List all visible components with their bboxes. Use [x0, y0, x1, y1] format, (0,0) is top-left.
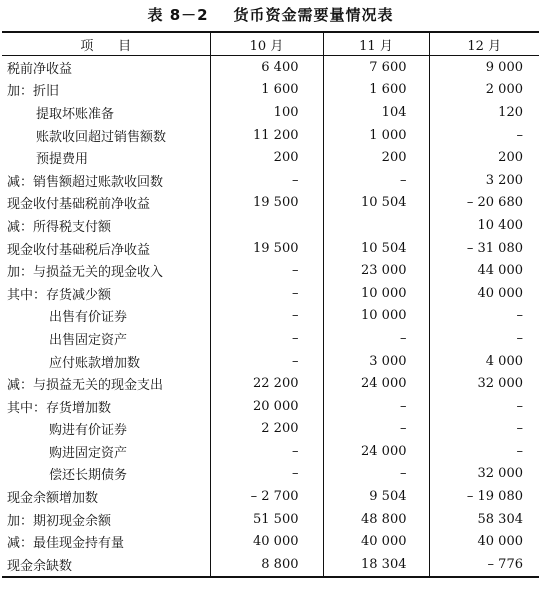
row-label: 账款收回超过销售额数: [36, 129, 167, 145]
cell-december: 120: [429, 101, 539, 124]
table-row: [2, 282, 539, 305]
cell-december: – 776: [429, 553, 539, 577]
row-label: 税前净收益: [7, 61, 73, 77]
cell-november: –: [323, 463, 429, 486]
row-label: 减：与损益无关的现金支出: [7, 378, 164, 394]
cell-november: 40 000: [323, 530, 429, 553]
table-body: [2, 56, 539, 577]
cell-november: 24 000: [323, 440, 429, 463]
cell-december: 44 000: [429, 259, 539, 282]
row-label: 出售固定资产: [49, 332, 128, 348]
table-row: [2, 530, 539, 553]
cell-november: –: [323, 418, 429, 441]
cell-october: –: [210, 259, 323, 282]
cell-december: – 31 080: [429, 237, 539, 260]
cell-december: – 19 080: [429, 485, 539, 508]
table-row: [2, 214, 539, 237]
row-label: 加：与损益无关的现金收入: [7, 265, 164, 281]
cell-november: 3 000: [323, 350, 429, 373]
cell-december: 32 000: [429, 463, 539, 486]
cell-november: 104: [323, 101, 429, 124]
cell-october: –: [210, 327, 323, 350]
table-row: [2, 485, 539, 508]
cell-october: –: [210, 463, 323, 486]
cell-december: 200: [429, 146, 539, 169]
row-label: 现金收付基础税后净收益: [7, 242, 151, 258]
cell-november: 1 600: [323, 79, 429, 102]
cell-november: –: [323, 327, 429, 350]
row-label: 提取坏账准备: [36, 106, 115, 122]
table-row: [2, 79, 539, 102]
cell-december: 10 400: [429, 214, 539, 237]
cell-november: 1 000: [323, 124, 429, 147]
table-header-row: [2, 32, 539, 56]
table-row: [2, 237, 539, 260]
cell-october: –: [210, 282, 323, 305]
table-row: [2, 259, 539, 282]
table-row: [2, 56, 539, 79]
row-label: 加：折旧: [7, 84, 60, 100]
cell-october: 51 500: [210, 508, 323, 531]
cell-october: 22 200: [210, 372, 323, 395]
cell-december: 2 000: [429, 79, 539, 102]
cell-november: 10 000: [323, 305, 429, 328]
cell-october: 8 800: [210, 553, 323, 577]
cell-december: –: [429, 327, 539, 350]
table-row: [2, 101, 539, 124]
cell-october: 11 200: [210, 124, 323, 147]
cell-november: 200: [323, 146, 429, 169]
cell-october: 19 500: [210, 192, 323, 215]
table-title: 表 8－2 货币资金需要量情况表: [147, 6, 394, 24]
table-row: [2, 350, 539, 373]
cell-october: [210, 214, 323, 237]
row-label: 出售有价证券: [49, 310, 128, 326]
cell-november: 10 504: [323, 237, 429, 260]
row-label: 购进固定资产: [49, 445, 128, 461]
row-label: 应付账款增加数: [49, 355, 141, 371]
cell-october: –: [210, 350, 323, 373]
row-label: 其中：存货减少额: [7, 287, 112, 303]
cell-october: 200: [210, 146, 323, 169]
row-label: 减：最佳现金持有量: [7, 536, 125, 552]
cell-november: 10 504: [323, 192, 429, 215]
row-label: 现金收付基础税前净收益: [7, 197, 151, 213]
cell-november: 18 304: [323, 553, 429, 577]
cell-october: 2 200: [210, 418, 323, 441]
row-label: 减：所得税支付额: [7, 219, 112, 235]
cell-december: 4 000: [429, 350, 539, 373]
table-row: [2, 508, 539, 531]
row-label: 现金余额增加数: [7, 491, 99, 507]
cell-december: –: [429, 418, 539, 441]
cell-december: 9 000: [429, 56, 539, 79]
row-label: 预提费用: [36, 152, 89, 168]
cell-december: 3 200: [429, 169, 539, 192]
cell-december: – 20 680: [429, 192, 539, 215]
cell-october: 19 500: [210, 237, 323, 260]
cell-december: 40 000: [429, 282, 539, 305]
cell-november: –: [323, 169, 429, 192]
cell-december: 32 000: [429, 372, 539, 395]
cell-november: 23 000: [323, 259, 429, 282]
table-row: [2, 395, 539, 418]
row-label: 购进有价证券: [49, 423, 128, 439]
header-november: 11 月: [323, 32, 429, 56]
header-december: 12 月: [429, 32, 539, 56]
table-row: [2, 418, 539, 441]
cell-december: –: [429, 440, 539, 463]
table-row: [2, 553, 539, 577]
row-label: 减：销售额超过账款收回数: [7, 174, 164, 190]
cell-november: 24 000: [323, 372, 429, 395]
table-row: [2, 305, 539, 328]
header-october: 10 月: [210, 32, 323, 56]
cell-november: [323, 214, 429, 237]
cell-december: 40 000: [429, 530, 539, 553]
cell-october: 40 000: [210, 530, 323, 553]
cell-december: –: [429, 305, 539, 328]
row-label: 加：期初现金余额: [7, 513, 112, 529]
table-row: [2, 192, 539, 215]
table-row: [2, 169, 539, 192]
cell-october: 1 600: [210, 79, 323, 102]
cell-november: –: [323, 395, 429, 418]
row-label: 其中：存货增加数: [7, 400, 112, 416]
table-row: [2, 440, 539, 463]
table-row: [2, 327, 539, 350]
cell-october: –: [210, 440, 323, 463]
row-label: 现金余缺数: [7, 558, 73, 574]
cell-october: – 2 700: [210, 485, 323, 508]
table-row: [2, 372, 539, 395]
table-row: [2, 463, 539, 486]
cell-december: –: [429, 124, 539, 147]
cell-october: 20 000: [210, 395, 323, 418]
cell-november: 48 800: [323, 508, 429, 531]
cell-december: 58 304: [429, 508, 539, 531]
cell-november: 9 504: [323, 485, 429, 508]
cell-december: –: [429, 395, 539, 418]
table-row: [2, 146, 539, 169]
cell-november: 10 000: [323, 282, 429, 305]
cash-requirement-table: [2, 31, 539, 578]
cell-october: 100: [210, 101, 323, 124]
header-item: 项 目: [80, 38, 132, 54]
cell-october: –: [210, 169, 323, 192]
table-row: [2, 124, 539, 147]
cell-october: 6 400: [210, 56, 323, 79]
cell-november: 7 600: [323, 56, 429, 79]
row-label: 偿还长期债务: [49, 468, 128, 484]
cell-october: –: [210, 305, 323, 328]
